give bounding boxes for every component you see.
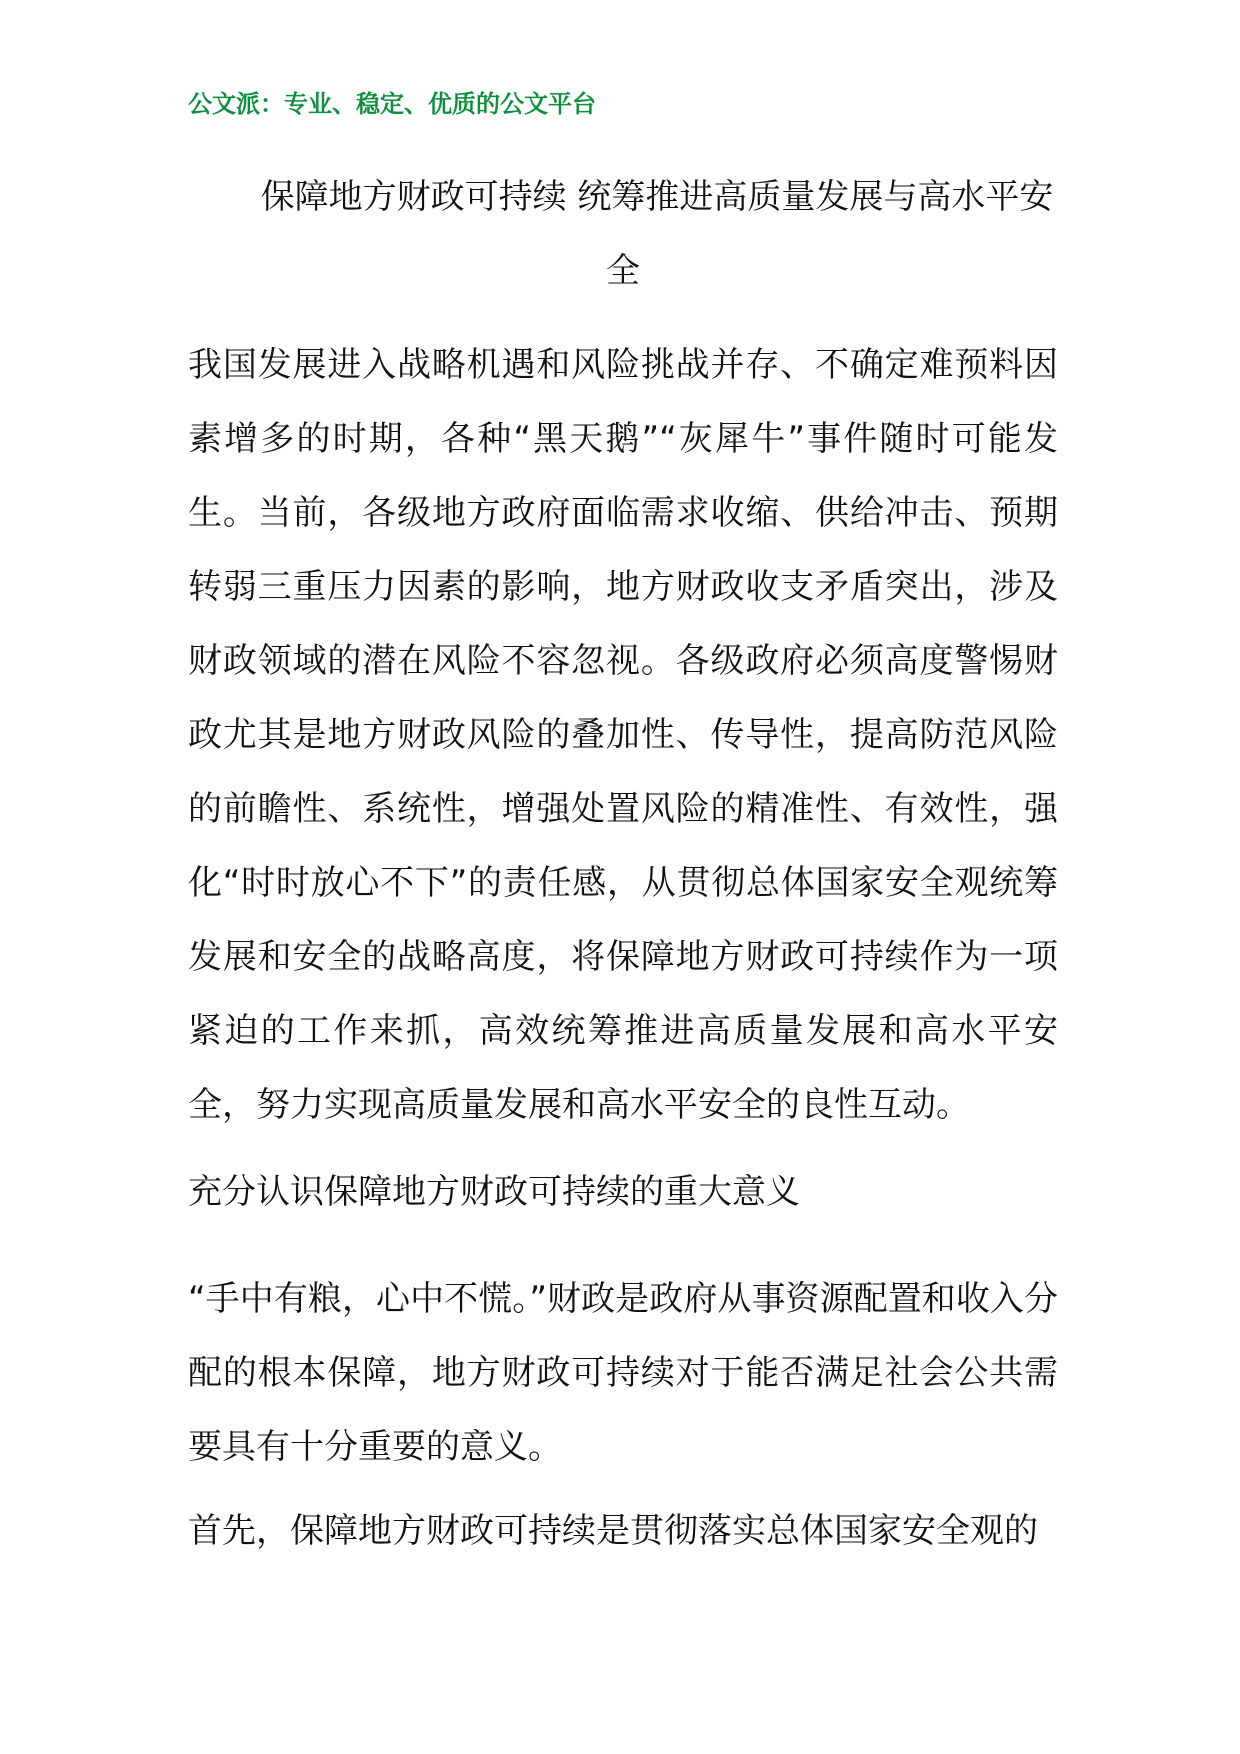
body-paragraph: 首先，保障地方财政可持续是贯彻落实总体国家安全观的 xyxy=(188,1511,1038,1551)
body-paragraph: “手中有粮，心中不慌。”财政是政府从事资源配置和收入分配的根本保障，地方财政可持续对于能否满足社会公共需要具有十分重要的意义。 xyxy=(188,1279,1058,1467)
platform-header-text: 公文派：专业、稳定、优质的公文平台 xyxy=(188,90,596,118)
body-paragraph: 我国发展进入战略机遇和风险挑战并存、不确定难预料因素增多的时期，各种“黑天鹅”“灰犀牛”事件随时可能发生。当前，各级地方政府面临需求收缩、供给冲击、预期转弱三重压力因素的影响，地方财政收支矛盾突出，涉及财政领域的潜在风险不容忽视。各级政府必须高度警惕财政尤其是地方财政风险的叠加性、传导性，提高防范风险的前瞻性、系统性，增强处置风险的精准性、有效性，强化“时时放心不下”的责任感，从贯彻总体国家安全观统筹发展和安全的战略高度，将保障地方财政可持续作为一项紧迫的工作来抓，高效统筹推进高质量发展和高水平安全，努力实现高质量发展和高水平安全的良性互动。 xyxy=(188,345,1058,1125)
section-heading: 充分认识保障地方财政可持续的重大意义 xyxy=(188,1172,800,1212)
document-title: 保障地方财政可持续 统筹推进高质量发展与高水平安全 xyxy=(260,177,1054,291)
